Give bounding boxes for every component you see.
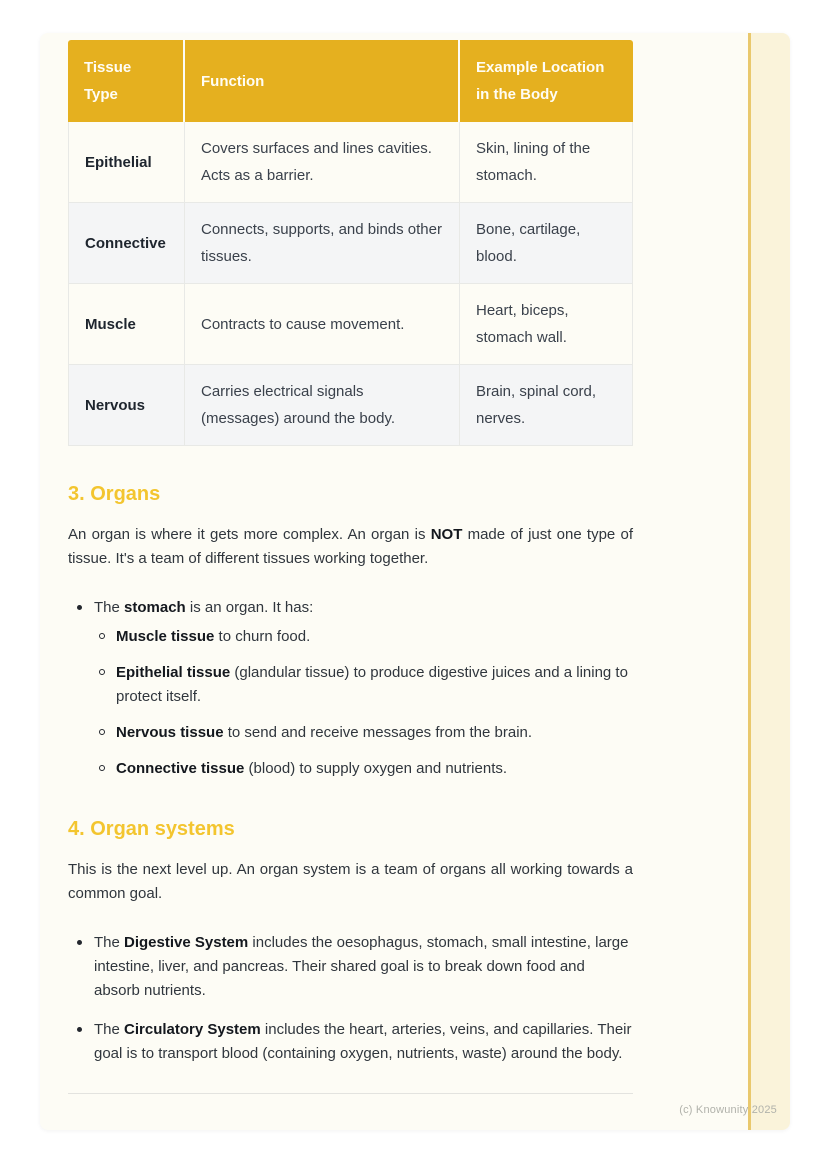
text: is an organ. It has: <box>185 599 314 616</box>
section-organ-systems-paragraph <box>68 858 633 905</box>
col-header-example-location: Example Location in the Body <box>460 40 633 122</box>
sub-list-item <box>94 757 633 781</box>
section-organs-paragraph <box>68 523 633 570</box>
bold-text: Connective tissue <box>116 760 245 777</box>
bold-text: Digestive System <box>124 934 249 951</box>
cell-example-location: Skin, lining of the stomach. <box>460 122 633 203</box>
section-organ-systems-heading: 4. Organ systems <box>68 818 235 840</box>
bold-text: Circulatory System <box>124 1021 261 1038</box>
text: The <box>94 934 125 951</box>
col-header-function: Function <box>185 40 460 122</box>
page-content <box>68 40 633 1094</box>
section-organs-bullet-list <box>68 596 633 781</box>
text: The <box>94 599 125 616</box>
text: includes the oesophagus, stomach, small intestine, large intestine, liver, and pancreas. Their shared goal is to break down food and absorb nutrients. <box>94 934 629 999</box>
text: This is the next level up. An organ system is a team of organs all working towards a common goal. <box>68 861 633 902</box>
list-item <box>68 931 633 1003</box>
copyright-note: (c) Knowunity 2025 <box>679 1104 777 1116</box>
sub-list-item <box>94 661 633 709</box>
sub-list-item <box>94 625 633 649</box>
cell-tissue-type <box>68 203 185 284</box>
cell-function: Carries electrical signals (messages) around the body. <box>185 365 460 446</box>
section-organ-systems <box>68 816 633 1066</box>
list-item-text <box>94 596 633 620</box>
list-item <box>68 1018 633 1066</box>
cell-tissue-type <box>68 122 185 203</box>
bold-text: NOT <box>430 526 463 543</box>
cell-function: Connects, supports, and binds other tissues. <box>185 203 460 284</box>
list-item-text <box>94 931 633 1003</box>
table-header-row <box>68 40 633 122</box>
sub-list <box>94 625 633 781</box>
bold-text: Nervous tissue <box>116 724 224 741</box>
text: The <box>94 1021 125 1038</box>
text: to churn food. <box>214 628 311 645</box>
bold-text: stomach <box>124 599 186 616</box>
cell-example-location: Brain, spinal cord, nerves. <box>460 365 633 446</box>
table-row <box>68 122 633 203</box>
text: An organ is where it gets more complex. An organ is <box>68 526 431 543</box>
tissue-name: Epithelial <box>85 153 152 171</box>
cell-function: Contracts to cause movement. <box>185 284 460 365</box>
tissue-name: Connective <box>85 234 166 252</box>
text: to send and receive messages from the brain. <box>223 724 533 741</box>
tissue-table <box>68 40 633 446</box>
section-organ-systems-bullet-list <box>68 931 633 1066</box>
cell-example-location: Bone, cartilage, blood. <box>460 203 633 284</box>
document-page <box>40 33 790 1130</box>
sub-list-item <box>94 721 633 745</box>
bold-text: Epithelial tissue <box>116 664 231 681</box>
cell-tissue-type <box>68 365 185 446</box>
tissue-name: Nervous <box>85 396 146 414</box>
list-item <box>68 596 633 781</box>
table-row <box>68 284 633 365</box>
text: made of just one type of tissue. It's a team of different tissues working together. <box>68 526 633 567</box>
page-edge-band <box>751 33 790 1130</box>
section-organs <box>68 481 633 781</box>
list-item-text <box>94 1018 633 1066</box>
text: (glandular tissue) to produce digestive juices and a lining to protect itself. <box>116 664 628 705</box>
cell-function: Covers surfaces and lines cavities. Acts as a barrier. <box>185 122 460 203</box>
col-header-tissue-type: Tissue Type <box>68 40 185 122</box>
tissue-name: Muscle <box>85 315 136 333</box>
page-edge-stripe <box>748 33 751 1130</box>
cell-tissue-type <box>68 284 185 365</box>
section-organs-heading: 3. Organs <box>68 483 161 505</box>
footer-divider <box>68 1093 633 1094</box>
table-row <box>68 203 633 284</box>
text: includes the heart, arteries, veins, and capillaries. Their goal is to transport blood (containing oxygen, nutrients, waste) around the body. <box>94 1021 632 1062</box>
text: (blood) to supply oxygen and nutrients. <box>244 760 508 777</box>
tissue-table-body <box>68 122 633 446</box>
table-row <box>68 365 633 446</box>
bold-text: Muscle tissue <box>116 628 215 645</box>
cell-example-location: Heart, biceps, stomach wall. <box>460 284 633 365</box>
